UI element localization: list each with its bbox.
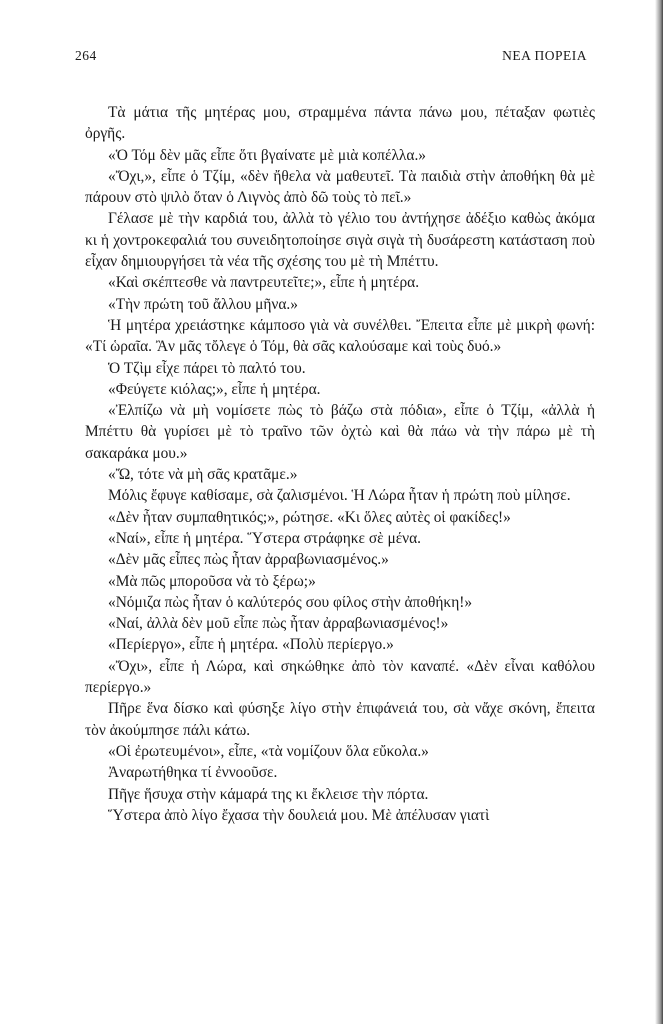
paragraph: «Τὴν πρώτη τοῦ ἄλλου μῆνα.»	[108, 295, 298, 313]
paragraph: «Ὄχι», εἶπε ἡ Λώρα, καὶ σηκώθηκε ἀπὸ τὸν καναπέ. «Δὲν εἶναι καθόλου περίεργο.»	[85, 657, 595, 697]
paragraph: Μόλις ἔφυγε καθίσαμε, σὰ ζαλισμένοι. Ἡ Λώρα ἦταν ἡ πρώτη ποὺ μίλησε.	[108, 487, 571, 505]
paragraph: «Ναί, ἀλλὰ δὲν μοῦ εἶπε πὼς ἦταν ἀρραβωνιασμένος!»	[108, 615, 449, 633]
paragraph: «Ὁ Τόμ δὲν μᾶς εἶπε ὅτι βγαίνατε μὲ μιὰ κοπέλλα.»	[108, 146, 427, 164]
paragraph: «Μὰ πῶς μποροῦσα νὰ τὸ ξέρω;»	[108, 572, 316, 590]
paragraph: «Οἱ ἐρωτευμένοι», εἶπε, «τὰ νομίζουν ὅλα εὔκολα.»	[108, 742, 429, 760]
paragraph: «Φεύγετε κιόλας;», εἶπε ἡ μητέρα.	[108, 380, 321, 398]
page-number: 264	[75, 48, 97, 63]
paragraph: «Περίεργο», εἶπε ἡ μητέρα. «Πολὺ περίεργο.»	[108, 636, 394, 654]
paragraph: Ὁ Τζὶμ εἶχε πάρει τὸ παλτό του.	[108, 359, 306, 377]
paragraph: «Ὤ, τότε νὰ μὴ σᾶς κρατᾶμε.»	[108, 466, 298, 484]
paragraph: «Ὄχι,», εἶπε ὁ Τζίμ, «δὲν ἤθελα νὰ μαθευτεῖ. Τὰ παιδιὰ στὴν ἀποθήκη θὰ μὲ πάρουν στὸ ψιλὸ ὅταν ὁ Λιγνὸς ἀπὸ δῶ τοὺς τὸ πεῖ.»	[85, 167, 595, 207]
paragraph: Γέλασε μὲ τὴν καρδιά του, ἀλλὰ τὸ γέλιο του ἀντήχησε ἀδέξιο καθὼς ἀκόμα κι ἡ χοντροκεφαλιά του συνειδητοποίησε σιγὰ σιγὰ τὴ δυσάρεστη κατάσταση ποὺ εἶχαν δημιουργήσει τὰ νέα τῆς σχέσης του μὲ τὴ Μπέττυ.	[85, 210, 595, 271]
paragraph: Τὰ μάτια τῆς μητέρας μου, στραμμένα πάντα πάνω μου, πέταξαν φωτιὲς ὀργῆς.	[85, 104, 595, 143]
paragraph: «Ἐλπίζω νὰ μὴ νομίσετε πὼς τὸ βάζω στὰ πόδια», εἶπε ὁ Τζίμ, «ἀλλὰ ἡ Μπέττυ θὰ γυρίσει μὲ τὸ τραῖνο τῶν ὀχτὼ καὶ θὰ πάω νὰ τὴν πάρω μὲ τὴ σακαράκα μου.»	[85, 402, 595, 462]
running-head: ΝΕΑ ΠΟΡΕΙΑ	[502, 48, 587, 63]
paragraph: Πῆγε ἥσυχα στὴν κάμαρά της κι ἔκλεισε τὴν πόρτα.	[108, 785, 429, 803]
paragraph: «Ναί», εἶπε ἡ μητέρα. Ὕστερα στράφηκε σὲ μένα.	[108, 529, 422, 547]
paragraph: «Δὲν μᾶς εἶπες πὼς ἦταν ἀρραβωνιασμένος.»	[108, 551, 389, 569]
paragraph: «Καὶ σκέπτεσθε νὰ παντρευτεῖτε;», εἶπε ἡ μητέρα.	[108, 274, 420, 292]
body-text	[85, 102, 595, 826]
page-header	[75, 48, 587, 68]
paragraph: Ὕστερα ἀπὸ λίγο ἔχασα τὴν δουλειά μου. Μὲ ἀπέλυσαν γιατὶ	[108, 806, 490, 824]
paragraph: Πῆρε ἕνα δίσκο καὶ φύσηξε λίγο στὴν ἐπιφάνειά του, σὰ νἄχε σκόνη, ἔπειτα τὸν ἀκούμπησε πάλι κάτω.	[85, 700, 595, 739]
paragraph: Ἀναρωτήθηκα τί ἐννοοῦσε.	[108, 764, 278, 782]
paragraph: «Δὲν ἦταν συμπαθητικός;», ρώτησε. «Κι ὅλες αὐτὲς οἱ φακίδες!»	[108, 508, 511, 526]
paragraph: Ἡ μητέρα χρειάστηκε κάμποσο γιὰ νὰ συνέλθει. Ἔπειτα εἶπε μὲ μικρὴ φωνή: «Τί ὡραῖα. Ἂν μᾶς τὄλεγε ὁ Τόμ, θὰ σᾶς καλούσαμε καὶ τοὺς δυό.»	[85, 316, 595, 356]
paragraph: «Νόμιζα πὼς ἦταν ὁ καλύτερός σου φίλος στὴν ἀποθήκη!»	[108, 593, 473, 611]
page-edge-shadow	[655, 0, 663, 1024]
